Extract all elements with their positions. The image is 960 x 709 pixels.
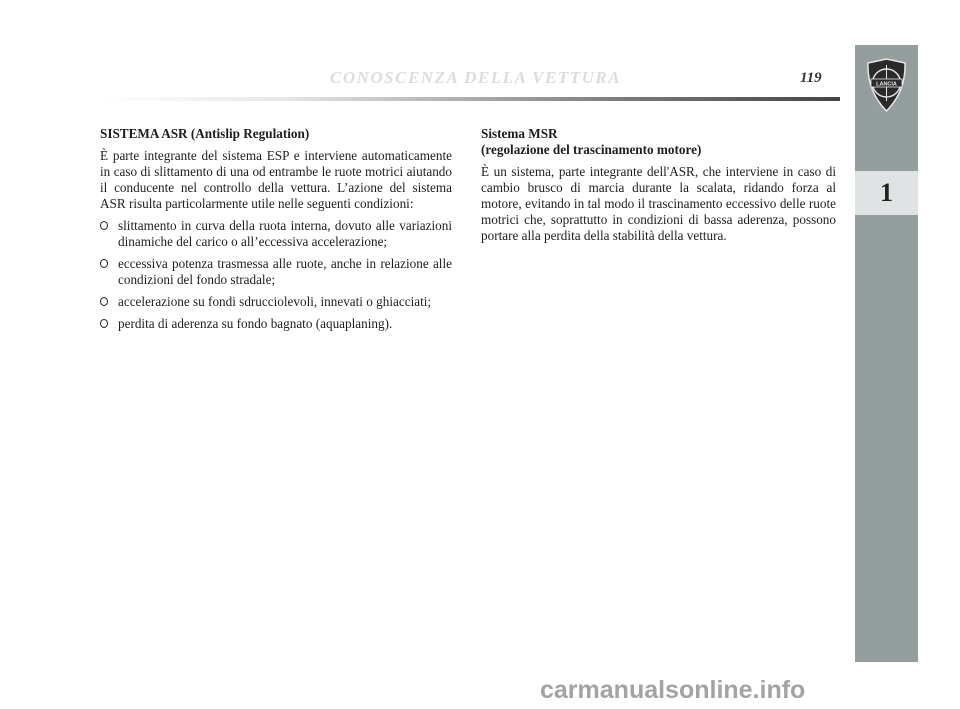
watermark: carmanualsonline.info (540, 676, 806, 704)
list-item: slittamento in curva della ruota interna, dovuto alle variazioni dinamiche del carico o all’eccessiva accelerazione; (100, 218, 452, 250)
chapter-sidebar (855, 45, 918, 662)
section-title: CONOSCENZA DELLA VETTURA (330, 68, 622, 87)
bullet-icon (100, 221, 108, 230)
page-number: 119 (800, 70, 822, 86)
right-column (481, 126, 836, 250)
msr-heading (481, 126, 836, 158)
msr-heading-line2: (regolazione del trascinamento motore) (481, 142, 702, 157)
condition-list (100, 218, 452, 332)
msr-heading-line1: Sistema MSR (481, 126, 558, 141)
left-column (100, 126, 452, 338)
list-item: perdita di aderenza su fondo bagnato (aquaplaning). (100, 316, 452, 332)
header-rule (100, 97, 840, 101)
chapter-number: 1 (855, 171, 918, 215)
bullet-icon (100, 297, 108, 306)
asr-heading: SISTEMA ASR (Antislip Regulation) (100, 126, 310, 141)
list-item: eccessiva potenza trasmessa alle ruote, anche in relazione alle condizioni del fondo stradale; (100, 256, 452, 288)
bullet-icon (100, 259, 108, 268)
bullet-icon (100, 319, 108, 328)
logo-text: LANCIA (876, 81, 897, 88)
list-item: accelerazione su fondi sdrucciolevoli, innevati o ghiacciati; (100, 294, 452, 310)
asr-intro: È parte integrante del sistema ESP e interviene automaticamente in caso di slittamento di una od entrambe le ruote motrici aiutando il conducente nel controllo della vettura. L’azione del sistema ASR risulta particolarmente utile nelle seguenti condizioni: (100, 148, 452, 211)
lancia-logo-icon (865, 57, 908, 113)
msr-body: È un sistema, parte integrante dell'ASR, che interviene in caso di cambio brusco di marcia durante la scalata, ridando forza al motore, evitando in tal modo il trascinamento eccessivo delle ruote motrici che, soprattutto in condizioni di bassa aderenza, possono portare alla perdita della stabilità della vettura. (481, 164, 836, 243)
